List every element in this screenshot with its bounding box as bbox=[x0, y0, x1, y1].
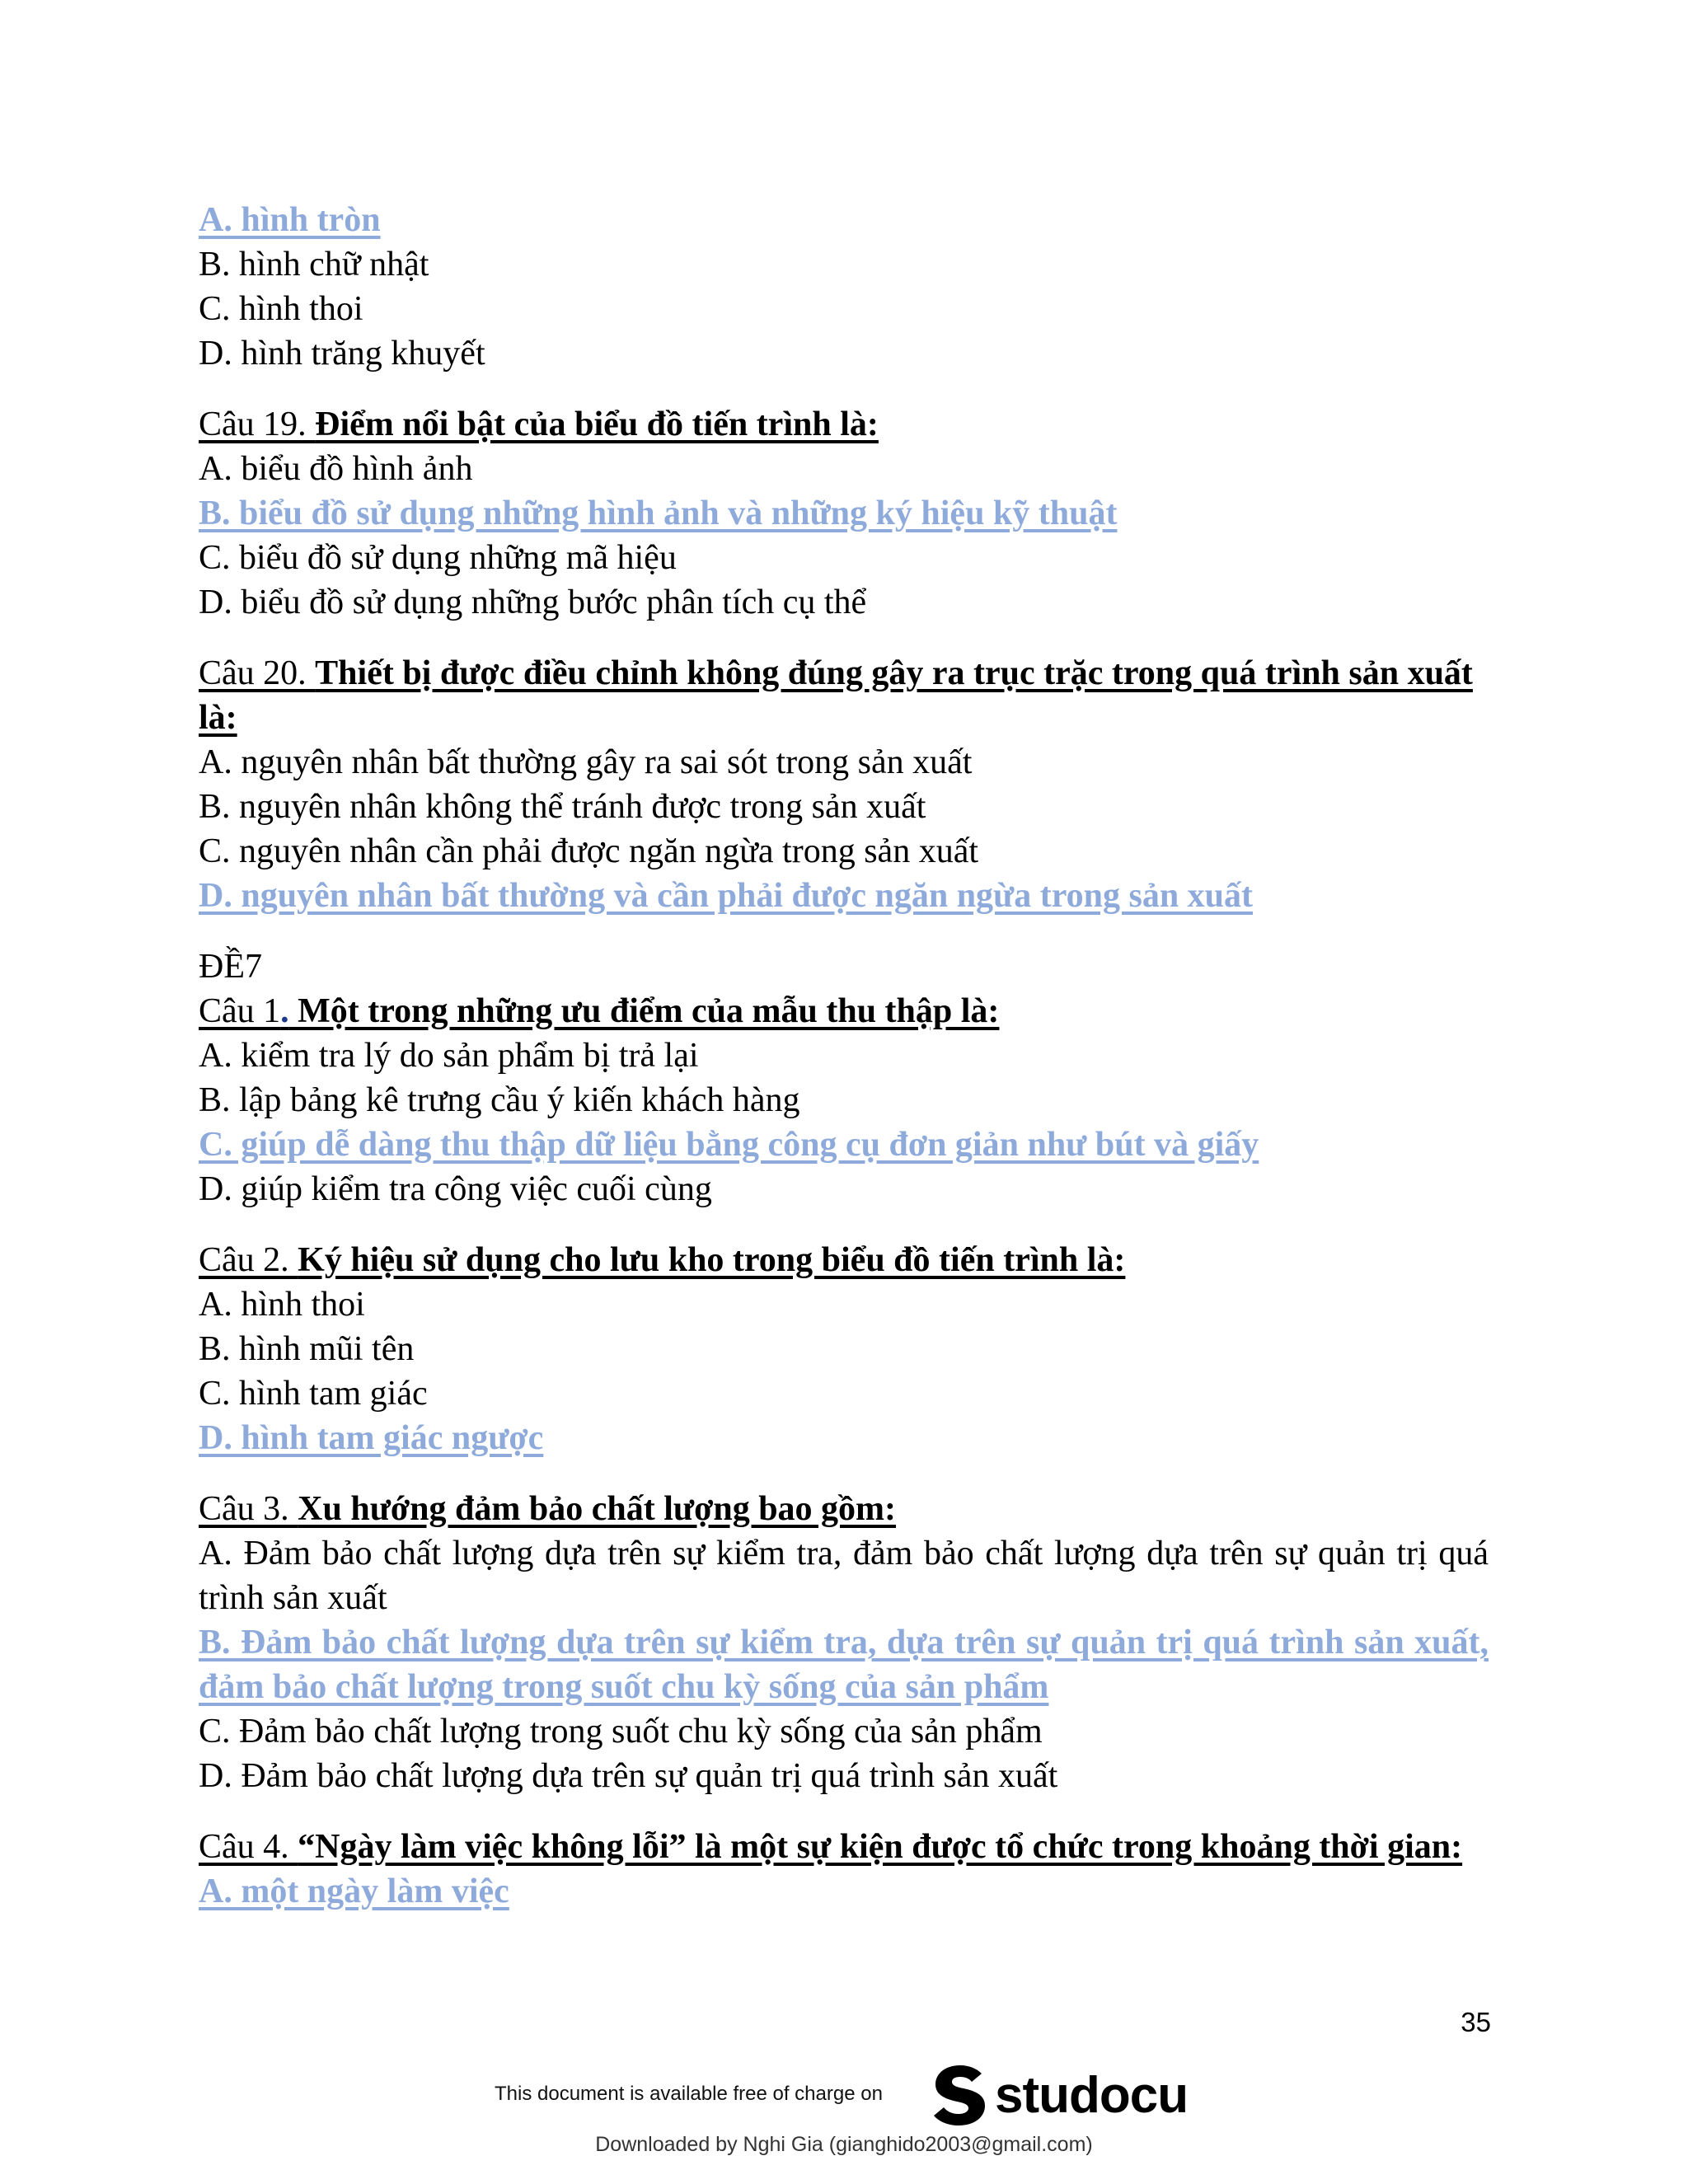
option-b-correct: B. biểu đồ sử dụng những hình ảnh và những ký hiệu kỹ thuật bbox=[199, 494, 1118, 532]
option-d: D. biểu đồ sử dụng những bước phân tích cụ thể bbox=[199, 583, 867, 621]
studocu-logo-icon bbox=[927, 2062, 992, 2128]
option-a-correct: A. một ngày làm việc bbox=[199, 1872, 509, 1910]
exam-7-question-4 bbox=[199, 1825, 1489, 1914]
availability-note: This document is available free of charge on bbox=[495, 2083, 883, 2105]
exam-7-question-3 bbox=[199, 1487, 1489, 1798]
studocu-logo[interactable] bbox=[927, 2062, 1188, 2128]
option-c: C. hình tam giác bbox=[199, 1375, 428, 1413]
option-a: A. hình thoi bbox=[199, 1286, 365, 1324]
option-a: A. Đảm bảo chất lượng dựa trên sự kiểm tra, đảm bảo chất lượng dựa trên sự quản trị quá trình sản xuất bbox=[199, 1535, 1489, 1617]
option-d: D. Đảm bảo chất lượng dựa trên sự quản trị quá trình sản xuất bbox=[199, 1757, 1058, 1795]
exam-heading: ĐỀ7 bbox=[199, 948, 262, 986]
downloaded-by-note: Downloaded by Nghi Gia (gianghido2003@gmail.com) bbox=[595, 2133, 1093, 2156]
option-b: B. hình mũi tên bbox=[199, 1330, 415, 1368]
option-d: D. giúp kiểm tra công việc cuối cùng bbox=[199, 1170, 712, 1208]
question-title: Câu 3. Xu hướng đảm bảo chất lượng bao gồm: bbox=[199, 1490, 897, 1528]
option-b: B. hình chữ nhật bbox=[199, 246, 429, 284]
question-title: Câu 20. Thiết bị được điều chỉnh không đúng gây ra trục trặc trong quá trình sản xuất là: bbox=[199, 654, 1473, 737]
exam-7-question-1 bbox=[199, 944, 1489, 1212]
option-c: C. Đảm bảo chất lượng trong suốt chu kỳ sống của sản phẩm bbox=[199, 1713, 1043, 1750]
option-d-correct: D. hình tam giác ngược bbox=[199, 1419, 544, 1457]
option-c: C. hình thoi bbox=[199, 290, 363, 328]
question-19 bbox=[199, 402, 1489, 625]
option-b-correct: B. Đảm bảo chất lượng dựa trên sự kiểm tra, dựa trên sự quản trị quá trình sản xuất, đảm bảo chất lượng trong suốt chu kỳ sống của sản phẩm bbox=[199, 1624, 1489, 1706]
exam-7-question-2 bbox=[199, 1238, 1489, 1460]
option-d: D. hình trăng khuyết bbox=[199, 335, 485, 373]
option-d-correct: D. nguyên nhân bất thường và cần phải được ngăn ngừa trong sản xuất bbox=[199, 877, 1254, 915]
page-content bbox=[199, 198, 1489, 1914]
options-continued bbox=[199, 198, 1489, 376]
question-title: Câu 1. Một trong những ưu điểm của mẫu thu thập là: bbox=[199, 992, 1000, 1030]
option-b: B. nguyên nhân không thể tránh được trong sản xuất bbox=[199, 788, 926, 826]
question-title: Câu 19. Điểm nổi bật của biểu đồ tiến trình là: bbox=[199, 405, 879, 443]
option-c: C. biểu đồ sử dụng những mã hiệu bbox=[199, 539, 677, 577]
page-number: 35 bbox=[1461, 2007, 1491, 2037]
option-a: A. nguyên nhân bất thường gây ra sai sót trong sản xuất bbox=[199, 743, 973, 781]
question-title: Câu 4. “Ngày làm việc không lỗi” là một sự kiện được tổ chức trong khoảng thời gian: bbox=[199, 1828, 1463, 1866]
option-c-correct: C. giúp dễ dàng thu thập dữ liệu bằng công cụ đơn giản như bút và giấy bbox=[199, 1126, 1259, 1164]
option-a: A. kiểm tra lý do sản phẩm bị trả lại bbox=[199, 1037, 699, 1075]
studocu-wordmark: studocu bbox=[995, 2066, 1189, 2124]
option-a-correct: A. hình tròn bbox=[199, 201, 381, 239]
question-title: Câu 2. Ký hiệu sử dụng cho lưu kho trong biểu đồ tiến trình là: bbox=[199, 1241, 1126, 1279]
option-a: A. biểu đồ hình ảnh bbox=[199, 450, 473, 488]
option-b: B. lập bảng kê trưng cầu ý kiến khách hàng bbox=[199, 1081, 800, 1119]
question-20 bbox=[199, 651, 1489, 918]
option-c: C. nguyên nhân cần phải được ngăn ngừa trong sản xuất bbox=[199, 832, 979, 870]
